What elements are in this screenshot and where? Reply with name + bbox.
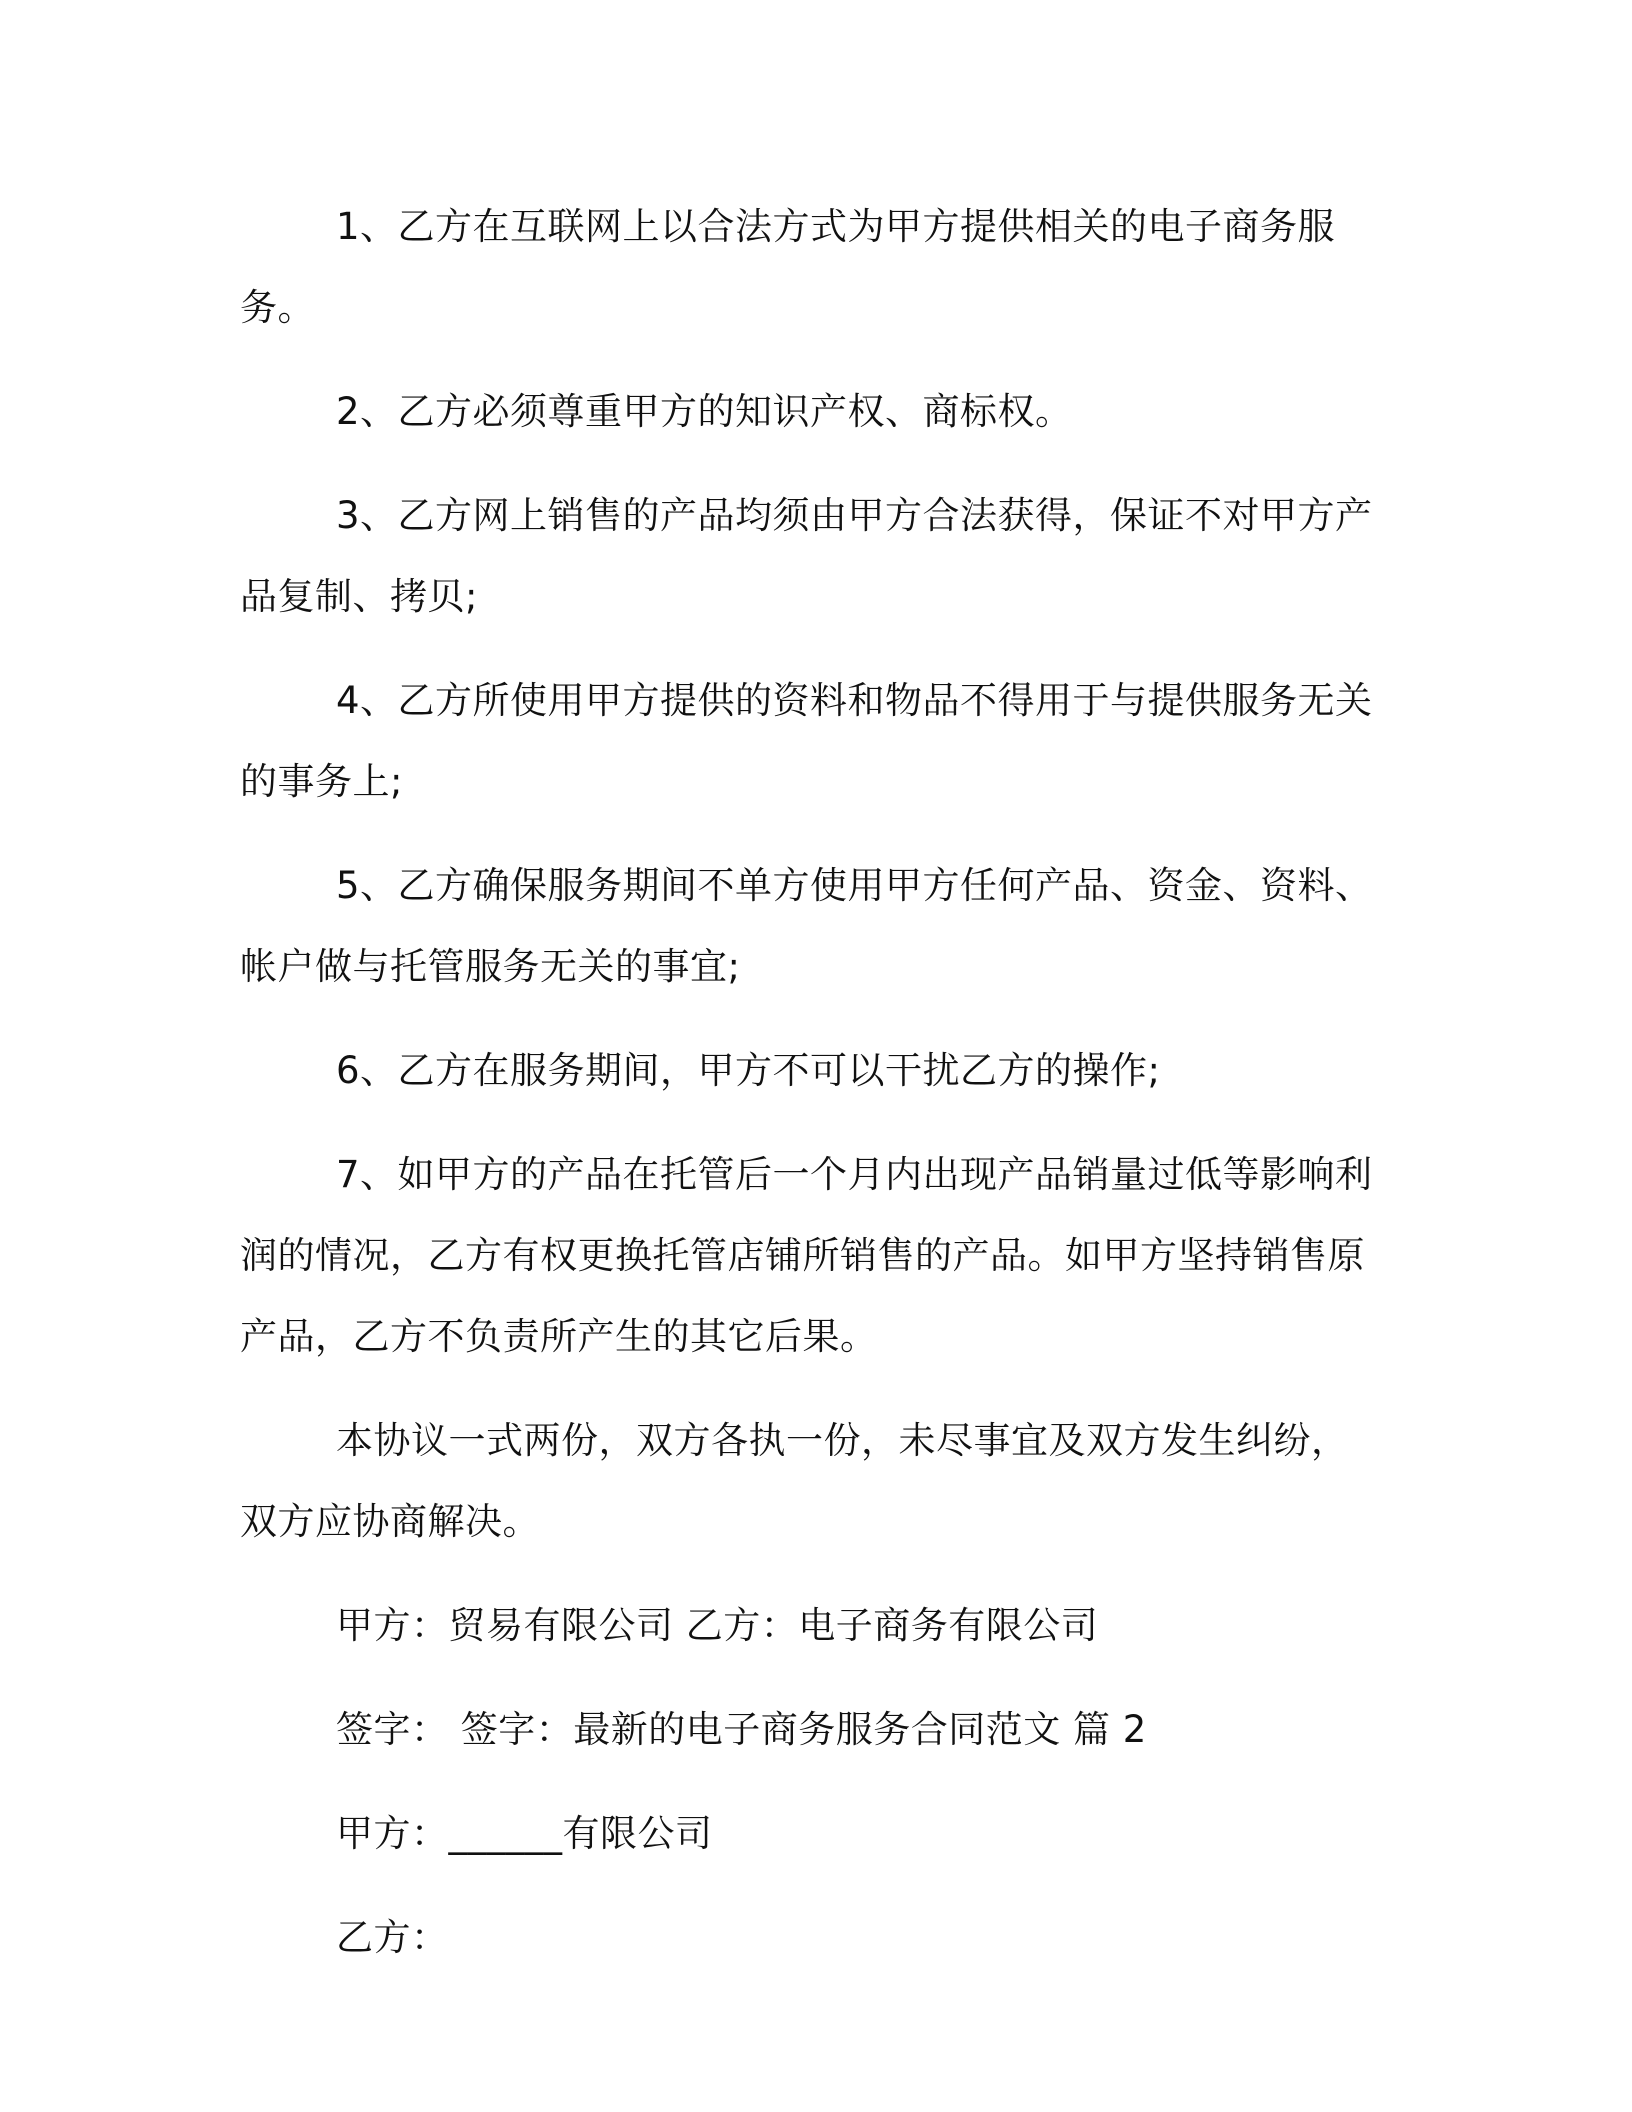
signature-line: 签字： 签字：最新的电子商务服务合同范文 篇 2 [336,1708,1147,1751]
parties-line: 甲方：贸易有限公司 乙方：电子商务有限公司 [336,1604,1099,1647]
clause-1: 1、乙方在互联网上以合法方式为甲方提供相关的电子商务服务。 [240,205,1336,329]
party-a-line: 甲方：______有限公司 [336,1812,713,1855]
document-body [240,186,1380,2001]
clause-4: 4、乙方所使用甲方提供的资料和物品不得用于与提供服务无关的事务上; [240,679,1373,803]
clause-2: 2、乙方必须尊重甲方的知识产权、商标权。 [336,390,1073,433]
clause-5: 5、乙方确保服务期间不单方使用甲方任何产品、资金、资料、帐户做与托管服务无关的事宜; [240,864,1373,988]
party-b-line: 乙方： [336,1916,449,1959]
agreement-copies: 本协议一式两份，双方各执一份，未尽事宜及双方发生纠纷，双方应协商解决。 [240,1419,1349,1543]
clause-7: 7、如甲方的产品在托管后一个月内出现产品销量过低等影响利润的情况，乙方有权更换托管店铺所销售的产品。如甲方坚持销售原产品，乙方不负责所产生的其它后果。 [240,1153,1373,1358]
clause-6: 6、乙方在服务期间，甲方不可以干扰乙方的操作; [336,1049,1161,1092]
clause-3: 3、乙方网上销售的产品均须由甲方合法获得，保证不对甲方产品复制、拷贝; [240,494,1373,618]
